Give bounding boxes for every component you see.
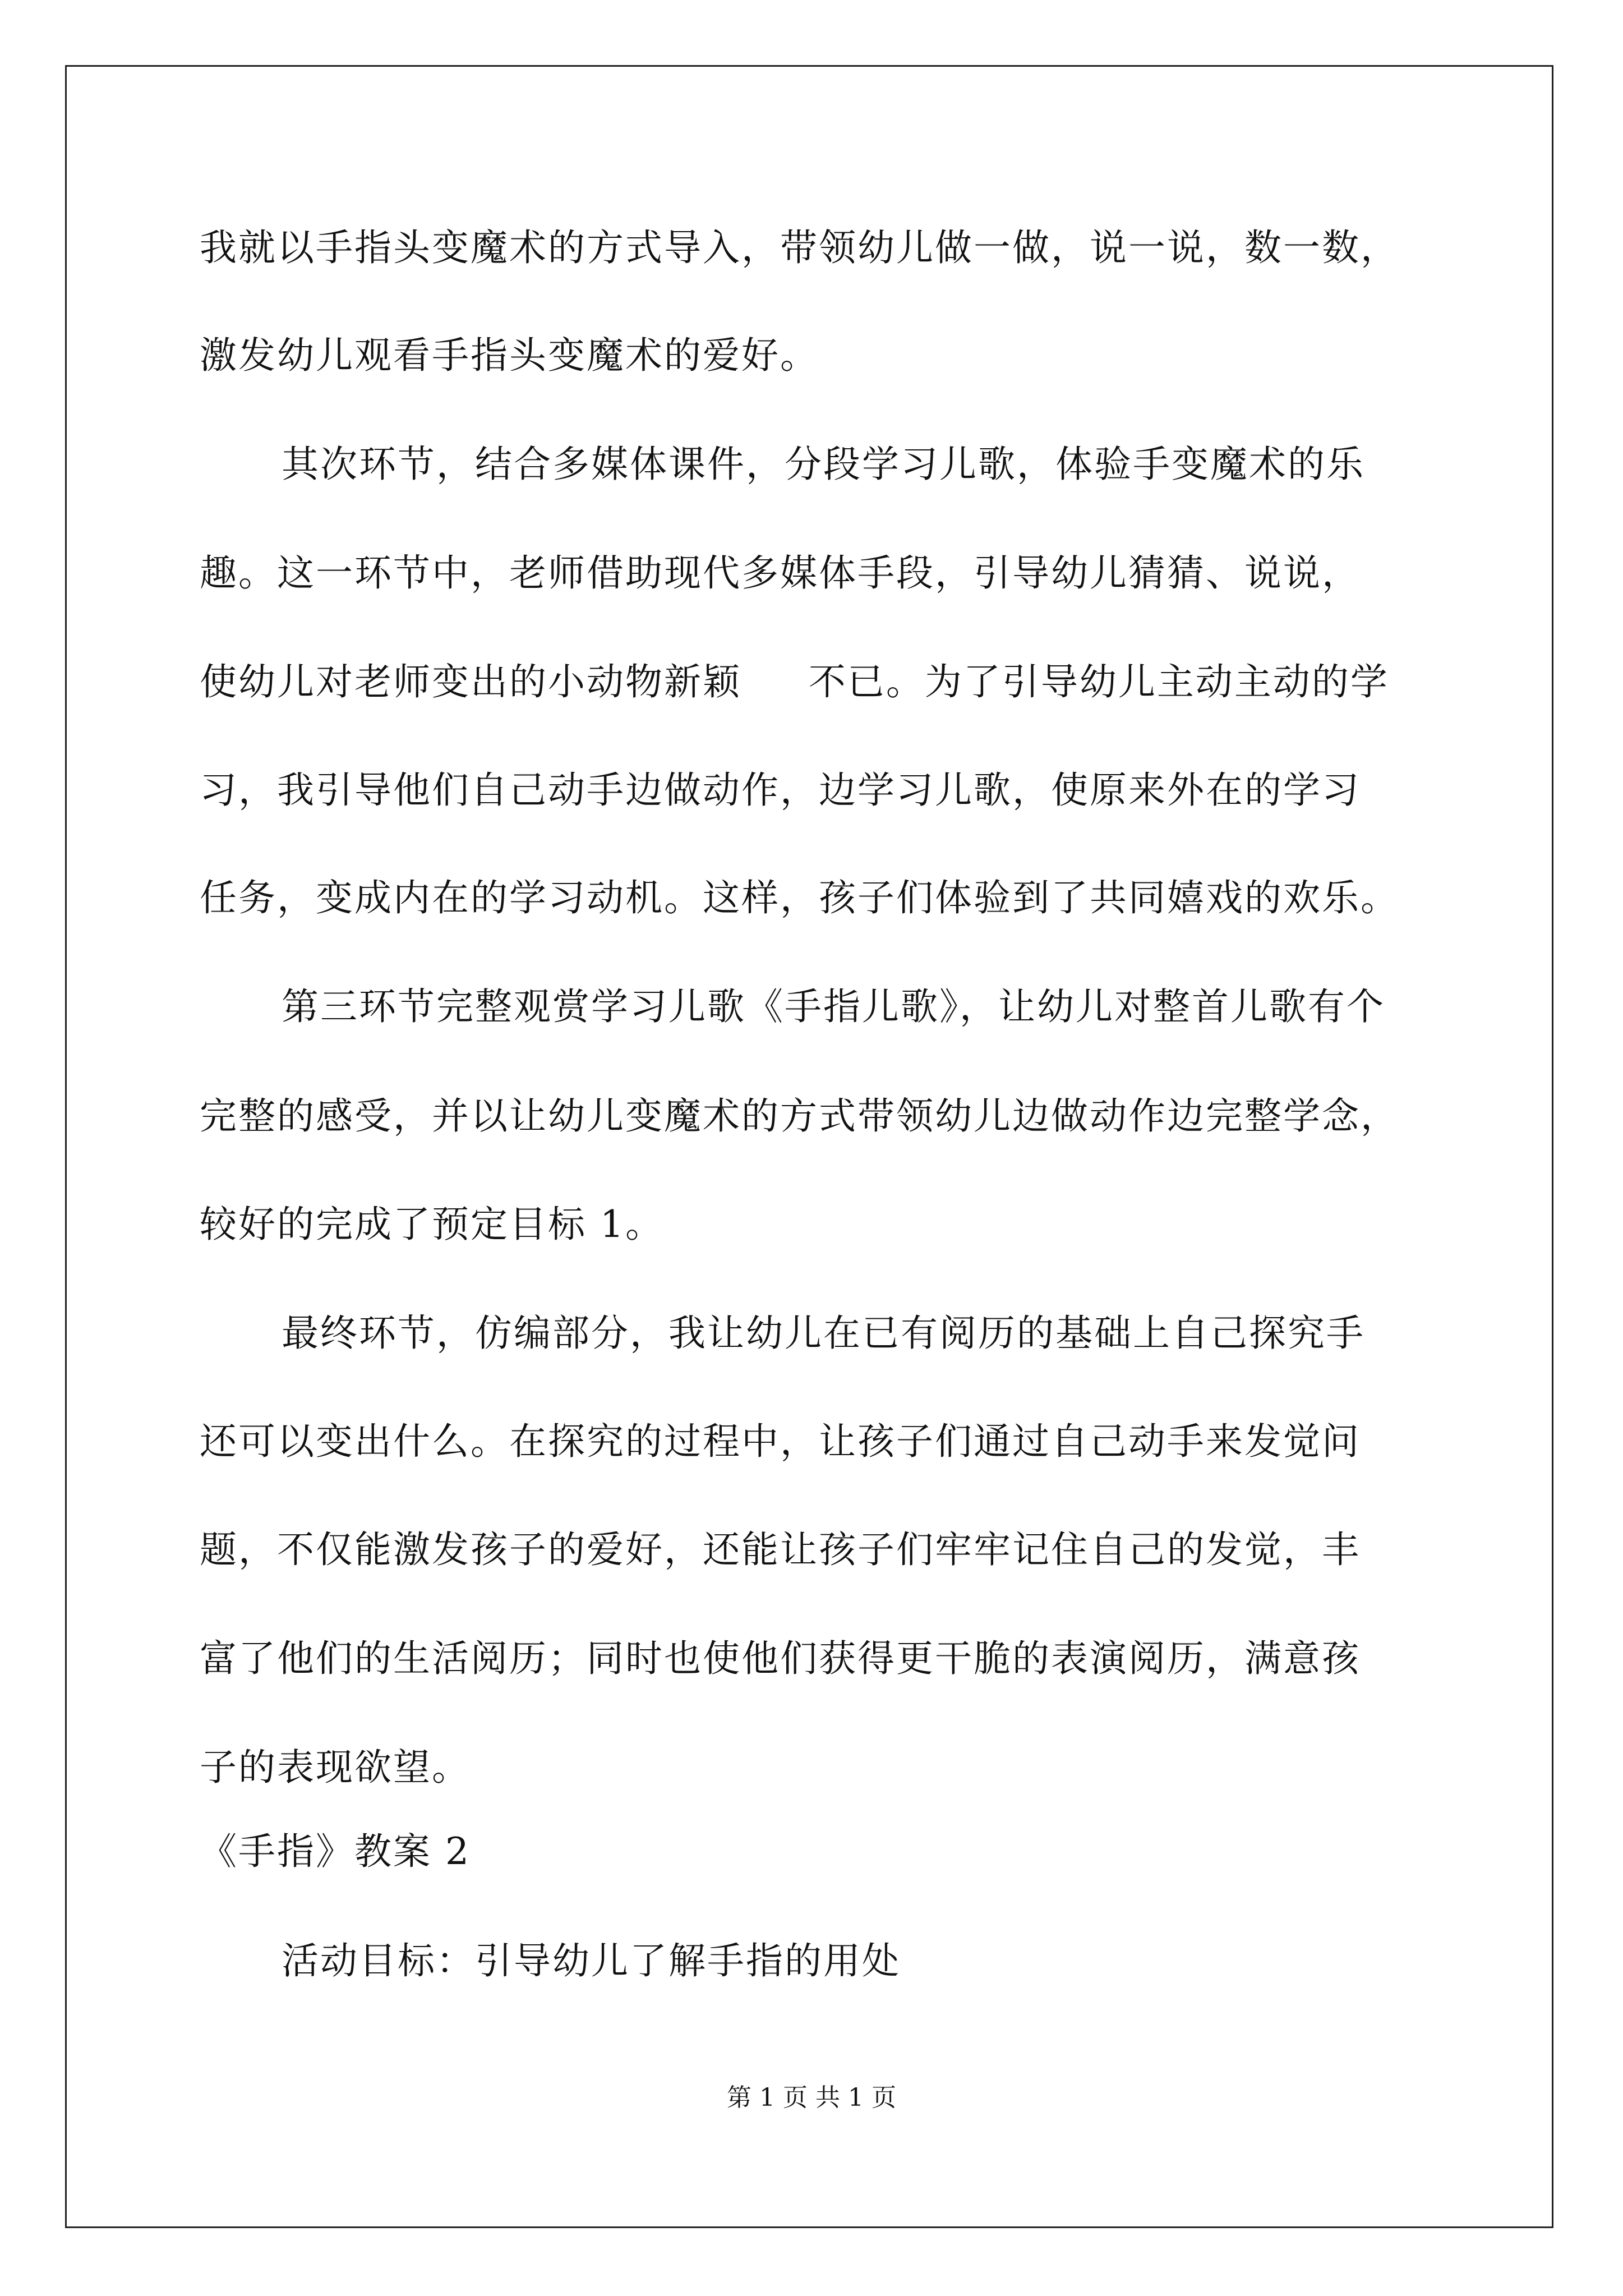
paragraph-4-line-3: 题，不仅能激发孩子的爱好，还能让孩子们牢牢记住自己的发觉，丰 (200, 1528, 1361, 1571)
paragraph-4-line-2: 还可以变出什么。在探究的过程中，让孩子们通过自己动手来发觉问 (200, 1420, 1361, 1463)
page-border (65, 65, 1553, 2228)
activity-objective: 活动目标：引导幼儿了解手指的用处 (282, 1939, 901, 1982)
paragraph-3-line-3: 较好的完成了预定目标 1。 (200, 1203, 664, 1246)
paragraph-4-line-4: 富了他们的生活阅历；同时也使他们获得更干脆的表演阅历，满意孩 (200, 1637, 1361, 1680)
paragraph-3-line-2: 完整的感受，并以让幼儿变魔术的方式带领幼儿边做动作边完整学念， (200, 1094, 1399, 1138)
paragraph-2-line-1: 其次环节，结合多媒体课件，分段学习儿歌，体验手变魔术的乐 (282, 443, 1365, 486)
paragraph-1-line-1: 我就以手指头变魔术的方式导入，带领幼儿做一做，说一说，数一数， (200, 226, 1399, 269)
paragraph-2-line-4: 习，我引导他们自己动手边做动作，边学习儿歌，使原来外在的学习 (200, 769, 1361, 812)
paragraph-1-line-2: 激发幼儿观看手指头变魔术的爱好。 (200, 334, 819, 377)
paragraph-2-line-2: 趣。这一环节中，老师借助现代多媒体手段，引导幼儿猜猜、说说， (200, 551, 1361, 595)
section-heading: 《手指》教案 2 (200, 1830, 471, 1873)
paragraph-3-line-1: 第三环节完整观赏学习儿歌《手指儿歌》，让幼儿对整首儿歌有个 (282, 985, 1385, 1028)
paragraph-4-line-5: 子的表现欲望。 (200, 1746, 471, 1789)
paragraph-2-line-5: 任务，变成内在的学习动机。这样，孩子们体验到了共同嬉戏的欢乐。 (200, 876, 1399, 919)
page-number-footer: 第 1 页 共 1 页 (727, 2083, 896, 2112)
paragraph-2-line-3: 使幼儿对老师变出的小动物新颖 不已。为了引导幼儿主动主动的学 (200, 660, 1389, 703)
paragraph-4-line-1: 最终环节，仿编部分，我让幼儿在已有阅历的基础上自己探究手 (282, 1312, 1365, 1355)
